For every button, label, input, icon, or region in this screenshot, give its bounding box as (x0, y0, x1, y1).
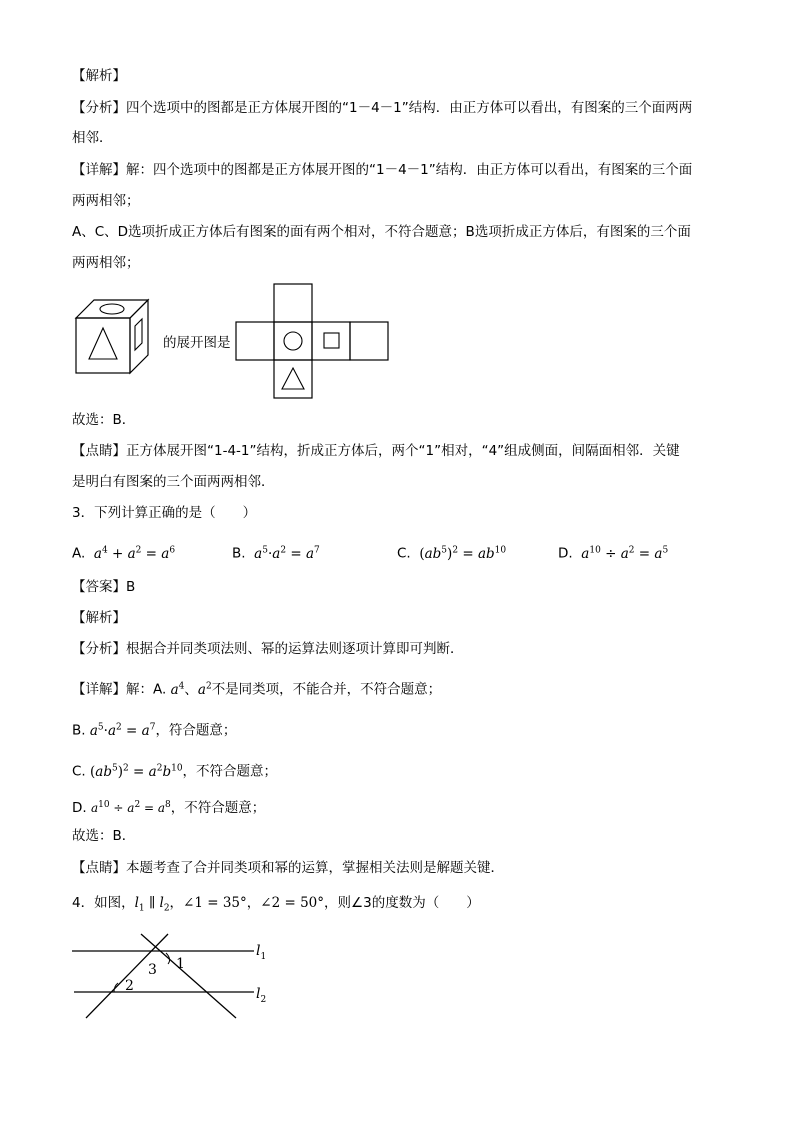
q3-answer-value: B (126, 579, 136, 595)
q3-stem-text: 3．下列计算正确的是（ ） (72, 505, 257, 521)
answer-line (72, 410, 732, 430)
l2-label (256, 986, 266, 1005)
fenxi-line-1 (72, 98, 732, 118)
l1-label-sub: 1 (260, 952, 267, 962)
q3-option-b-label: B. (232, 545, 246, 562)
explain-line-3 (72, 222, 732, 242)
jiexi-heading (72, 66, 732, 86)
fenxi-line-2 (72, 128, 732, 148)
q3-jiexi-heading (72, 608, 732, 628)
q3-option-b-formula: $a^5\cdot a^2 = a^7$ (254, 545, 320, 562)
q3-option-a-label: A. (72, 545, 86, 562)
q3-xiangjie-a-suffix: 不是同类项，不能合并，不符合题意； (211, 681, 442, 698)
q3-xiangjie-c-prefix: C. (72, 763, 86, 780)
l1-label-letter: l (256, 943, 261, 959)
triangle-icon (89, 328, 117, 359)
q3-xiangjie-d-prefix: D. (72, 800, 87, 816)
xiangjie-text-2: 两两相邻； (72, 193, 140, 209)
q3-option-c-formula: $(ab^5)^2 = ab^{10}$ (419, 545, 507, 562)
square-icon (135, 319, 142, 350)
q3-fenxi-text: 根据合并同类项法则、幂的运算法则逐项计算即可判断． (126, 641, 464, 657)
q4-stem-formula: $l_1$ ∥ $l_2$，∠1 = 35°，∠2 = 50° (134, 895, 324, 914)
q3-option-c (397, 540, 506, 564)
angle-3-label: 3 (148, 962, 157, 978)
q3-option-c-label: C. (397, 545, 411, 562)
q3-xiangjie-b-formula: $a^5\cdot a^2 = a^7$ (89, 722, 156, 739)
net-caption (163, 333, 243, 353)
q3-conclusion (72, 826, 732, 846)
cube-front-face (76, 318, 130, 373)
cube-figure (72, 296, 162, 378)
l2-label-letter: l (256, 986, 261, 1002)
q3-answer-line (72, 577, 732, 597)
xiangjie-tag: 【详解】 (72, 162, 126, 178)
fenxi-tag: 【分析】 (72, 100, 126, 116)
q4-stem-suffix: ，则∠3的度数为（ ） (324, 895, 480, 911)
dianjing-text-1: 正方体展开图“1-4-1”结构，折成正方体后，两个“1”相对，“4”组成侧面，间隔面相邻．关键 (126, 443, 680, 459)
net-cell-top (274, 284, 312, 322)
q3-fenxi-tag: 【分析】 (72, 641, 126, 657)
q3-option-a (72, 540, 175, 564)
q3-xiangjie-b (72, 717, 732, 741)
q3-stem (72, 503, 732, 523)
angle-2-label: 2 (125, 978, 134, 994)
xiangjie-text-1: 解：四个选项中的图都是正方体展开图的“1－4－1”结构．由正方体可以看出，有图案的三个面 (126, 162, 693, 178)
q3-dianjing-text: 本题考查了合并同类项和幂的运算，掌握相关法则是解题关键． (126, 860, 504, 876)
q3-jiexi-label: 【解析】 (72, 610, 126, 626)
xiangjie-line-2 (72, 191, 732, 211)
net-caption-text: 的展开图是 (163, 335, 231, 351)
q4-stem-prefix: 4．如图， (72, 895, 135, 911)
fenxi-text-1: 四个选项中的图都是正方体展开图的“1－4－1”结构．由正方体可以看出，有图案的三个面两两 (126, 100, 693, 116)
q3-option-b (232, 540, 320, 564)
net-cell-3 (312, 322, 350, 360)
net-cell-4 (350, 322, 388, 360)
explain-text-4: 两两相邻； (72, 255, 140, 271)
q3-xiangjie-a (72, 676, 732, 700)
cube-side-face (130, 300, 148, 373)
net-cell-1 (236, 322, 274, 360)
q3-option-d-label: D. (558, 545, 573, 562)
q3-xiangjie-d (72, 795, 732, 818)
q3-xiangjie-a-prefix: 解：A. (126, 681, 167, 698)
circle-icon (284, 332, 302, 350)
q3-conclusion-text: 故选：B． (72, 828, 136, 844)
circle-icon (100, 304, 124, 314)
triangle-icon (282, 368, 304, 389)
dianjing-line-1 (72, 441, 732, 461)
jiexi-label: 【解析】 (72, 68, 126, 84)
q3-xiangjie-c-formula: $(ab^5)^2 = a^2b^{10}$ (90, 763, 183, 780)
net-cell-2 (274, 322, 312, 360)
q3-answer-tag: 【答案】 (72, 579, 126, 595)
explain-text-3: A、C、D选项折成正方体后有图案的面有两个相对，不符合题意；B选项折成正方体后，有图案的三个面 (72, 224, 691, 240)
q3-xiangjie-b-prefix: B. (72, 722, 86, 739)
q3-option-d-formula: $a^{10} \div a^2 = a^5$ (581, 545, 669, 562)
xiangjie-line-1 (72, 160, 732, 180)
l1-label (256, 943, 266, 962)
dianjing-tag: 【点睛】 (72, 443, 126, 459)
q3-xiangjie-c (72, 758, 732, 782)
fenxi-text-2: 相邻． (72, 130, 113, 146)
q4-stem (72, 893, 732, 919)
q3-option-d (558, 540, 668, 564)
q3-dianjing-tag: 【点睛】 (72, 860, 126, 876)
q3-fenxi-line (72, 639, 732, 659)
answer-text: 故选：B． (72, 412, 136, 428)
q3-xiangjie-d-formula: $a^{10} \div a^2 = a^8$ (90, 800, 171, 815)
cube-net-figure (235, 282, 395, 402)
q3-xiangjie-c-suffix: ，不符合题意； (182, 763, 278, 780)
q3-option-a-formula: $a^4 + a^2 = a^6$ (93, 545, 176, 562)
parallel-lines-diagram (68, 926, 288, 1026)
cube-top-face (76, 300, 148, 318)
net-cell-bottom (274, 360, 312, 398)
dianjing-line-2 (72, 472, 732, 492)
dianjing-text-2: 是明白有图案的三个面两两相邻． (72, 474, 275, 490)
explain-line-4 (72, 253, 732, 273)
angle-1-label: 1 (176, 956, 185, 972)
square-icon (324, 333, 339, 348)
q3-options (72, 540, 732, 562)
q3-xiangjie-tag: 【详解】 (72, 681, 126, 698)
q3-xiangjie-a-formula: $a^4$、$a^2$ (170, 681, 212, 698)
q3-xiangjie-d-suffix: ，不符合题意； (170, 800, 266, 816)
q3-xiangjie-b-suffix: ，符合题意； (155, 722, 237, 739)
l2-label-sub: 2 (260, 995, 267, 1005)
q3-dianjing (72, 858, 732, 878)
